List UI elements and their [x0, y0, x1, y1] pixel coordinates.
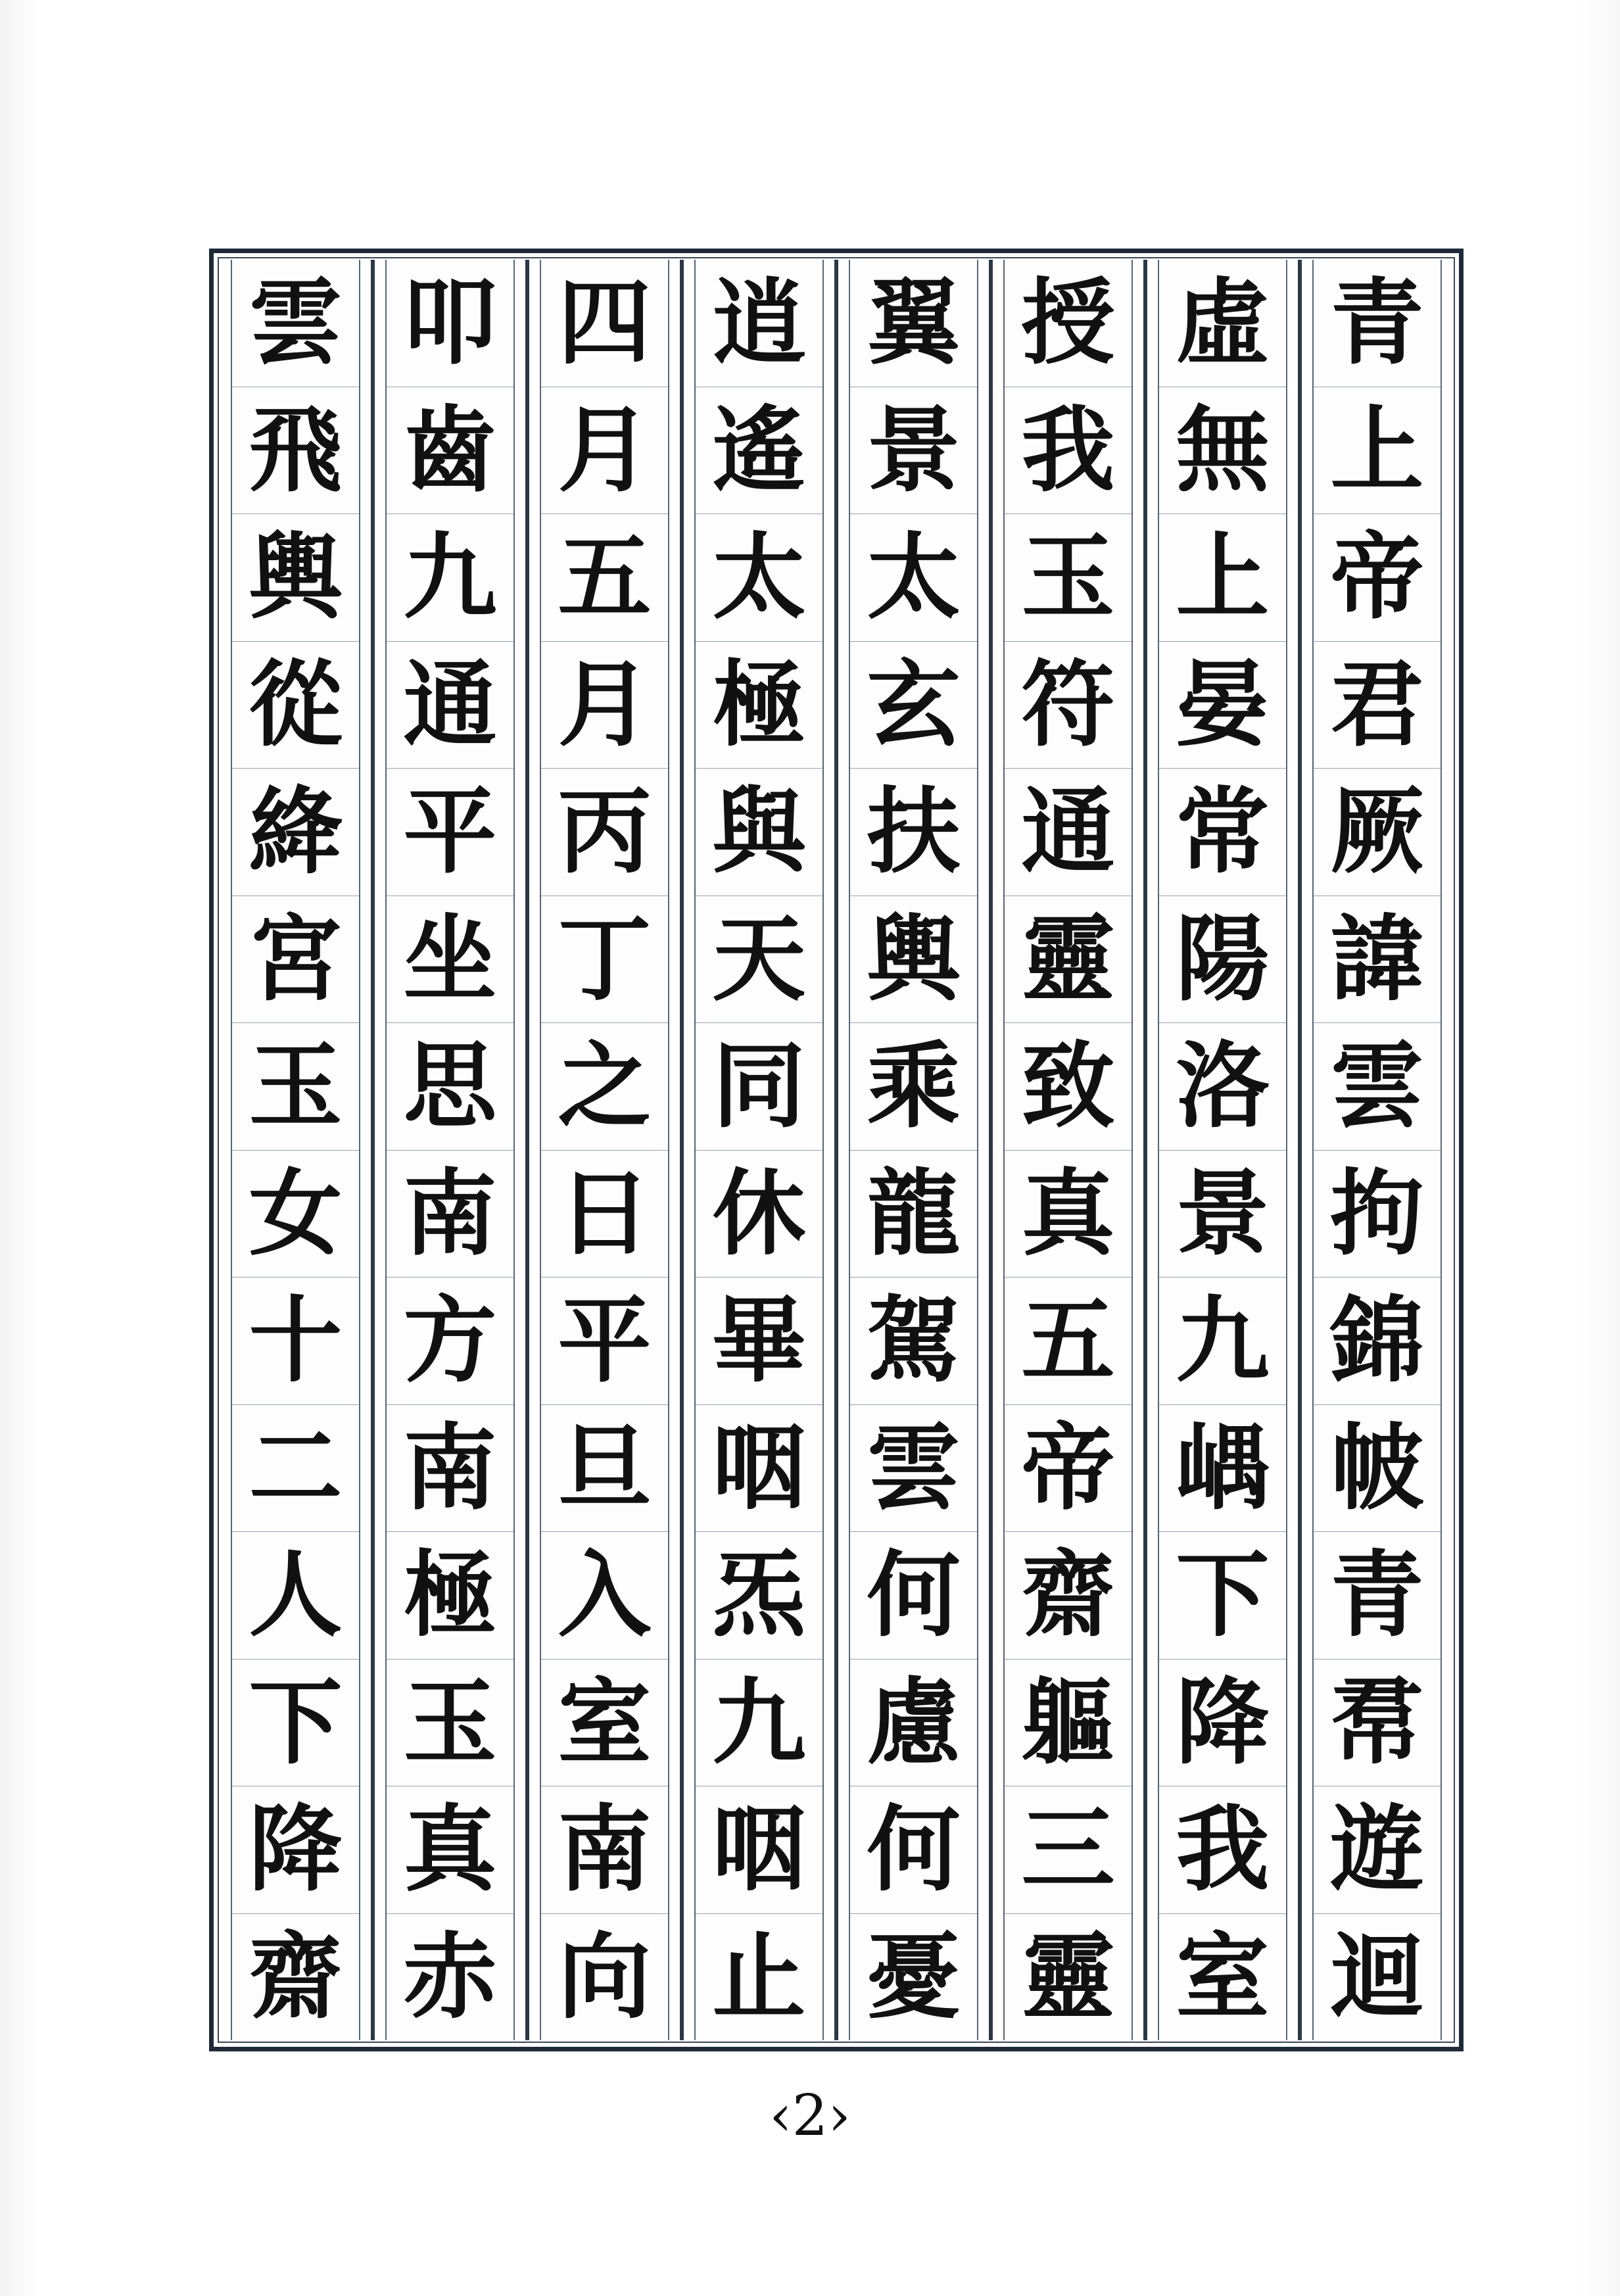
character-cell: 入: [541, 1532, 668, 1660]
character-cell: 常: [1159, 769, 1286, 896]
character-cell: 上: [1159, 514, 1286, 642]
character-cell: 拘: [1314, 1151, 1441, 1278]
character-cell: 南: [541, 1786, 668, 1914]
character-cell: 九: [1159, 1278, 1286, 1405]
character-cell: 嵎: [1159, 1405, 1286, 1533]
character-cell: 帬: [1314, 1660, 1441, 1787]
character-cell: 洛: [1159, 1023, 1286, 1151]
character-cell: 齒: [387, 387, 513, 515]
character-cell: 赤: [403, 1922, 497, 2032]
character-cell: 乘: [850, 1023, 977, 1151]
character-cell: 青: [1314, 1532, 1441, 1660]
character-cell: 月: [541, 387, 668, 515]
character-cell: 降: [232, 1786, 359, 1914]
character-cell: 玉: [387, 1660, 513, 1787]
character-cell: 遙: [696, 387, 822, 515]
character-cell: 方: [387, 1278, 513, 1405]
character-cell: 畢: [696, 1278, 822, 1405]
character-cell: 天: [696, 896, 822, 1024]
character-cell: 與: [696, 769, 822, 896]
character-cell: 符: [1005, 642, 1132, 769]
character-cell: 降: [1159, 1660, 1286, 1787]
character-cell: 迴: [1330, 1922, 1424, 2032]
character-cell: 授: [1005, 260, 1132, 387]
text-columns: [220, 260, 1452, 2040]
character-cell: 靈: [1021, 1922, 1115, 2032]
character-cell: 叩: [387, 260, 513, 387]
character-cell: 咽: [696, 1786, 822, 1914]
character-cell: 十: [232, 1278, 359, 1405]
character-cell: 輿: [850, 896, 977, 1024]
character-cell: 室: [1176, 1922, 1270, 2032]
character-cell: 下: [1159, 1532, 1286, 1660]
character-cell: 景: [1159, 1151, 1286, 1278]
character-cell: 厥: [1314, 769, 1441, 896]
character-cell: 向: [558, 1922, 652, 2032]
text-column-7: [371, 260, 525, 2040]
character-cell: 止: [712, 1922, 806, 2032]
character-cell: 月: [541, 642, 668, 769]
character-cell: 雲: [232, 260, 359, 387]
text-frame: [209, 249, 1464, 2051]
character-cell: 四: [541, 260, 668, 387]
character-cell: 諱: [1314, 896, 1441, 1024]
character-cell: 同: [696, 1023, 822, 1151]
character-cell: 何: [850, 1532, 977, 1660]
character-cell: 從: [232, 642, 359, 769]
character-cell: 軀: [1005, 1660, 1132, 1787]
column-cells: [231, 260, 360, 2040]
character-cell: 無: [1159, 387, 1286, 515]
character-cell: 我: [1005, 387, 1132, 515]
character-cell: 雲: [850, 1405, 977, 1533]
text-column-5: [680, 260, 834, 2040]
character-cell: 極: [387, 1532, 513, 1660]
character-cell: 五: [541, 514, 668, 642]
character-cell: 真: [1005, 1151, 1132, 1278]
character-cell: 慮: [850, 1660, 977, 1787]
text-column-1: [1298, 260, 1452, 2040]
character-cell: 旦: [541, 1405, 668, 1533]
character-cell: 丙: [541, 769, 668, 896]
character-cell: 上: [1314, 387, 1441, 515]
character-cell: 南: [387, 1405, 513, 1533]
character-cell: 飛: [232, 387, 359, 515]
character-cell: 人: [232, 1532, 359, 1660]
character-cell: 帝: [1005, 1405, 1132, 1533]
character-cell: 雲: [1314, 1023, 1441, 1151]
character-cell: 青: [1314, 260, 1441, 387]
text-column-4: [834, 260, 989, 2040]
character-cell: 丁: [541, 896, 668, 1024]
character-cell: 女: [232, 1151, 359, 1278]
column-cells: [849, 260, 978, 2040]
character-cell: 下: [232, 1660, 359, 1787]
character-cell: 我: [1159, 1786, 1286, 1914]
text-column-2: [1143, 260, 1298, 2040]
character-cell: 室: [541, 1660, 668, 1787]
character-cell: 絳: [232, 769, 359, 896]
character-cell: 帝: [1314, 514, 1441, 642]
character-cell: 君: [1314, 642, 1441, 769]
character-cell: 靈: [1005, 896, 1132, 1024]
column-cells: [385, 260, 515, 2040]
character-cell: 南: [387, 1151, 513, 1278]
character-cell: 玉: [232, 1023, 359, 1151]
character-cell: 帔: [1314, 1405, 1441, 1533]
character-cell: 九: [696, 1660, 822, 1787]
character-cell: 九: [387, 514, 513, 642]
column-cells: [694, 260, 824, 2040]
character-cell: 錦: [1314, 1278, 1441, 1405]
text-column-6: [525, 260, 680, 2040]
column-cells: [540, 260, 669, 2040]
character-cell: 致: [1005, 1023, 1132, 1151]
character-cell: 龍: [850, 1151, 977, 1278]
character-cell: 咽: [696, 1405, 822, 1533]
character-cell: 輿: [232, 514, 359, 642]
character-cell: 五: [1005, 1278, 1132, 1405]
column-cells: [1312, 260, 1442, 2040]
character-cell: 宮: [232, 896, 359, 1024]
character-cell: 極: [696, 642, 822, 769]
character-cell: 坐: [387, 896, 513, 1024]
character-cell: 齋: [249, 1922, 343, 2032]
character-cell: 玉: [1005, 514, 1132, 642]
character-cell: 憂: [867, 1922, 961, 2032]
character-cell: 日: [541, 1151, 668, 1278]
character-cell: 平: [541, 1278, 668, 1405]
text-column-3: [989, 260, 1143, 2040]
character-cell: 之: [541, 1023, 668, 1151]
character-cell: 太: [850, 514, 977, 642]
character-cell: 休: [696, 1151, 822, 1278]
character-cell: 何: [850, 1786, 977, 1914]
character-cell: 平: [387, 769, 513, 896]
character-cell: 通: [387, 642, 513, 769]
character-cell: 炁: [696, 1532, 822, 1660]
character-cell: 齋: [1005, 1532, 1132, 1660]
character-cell: 扶: [850, 769, 977, 896]
character-cell: 晏: [1159, 642, 1286, 769]
character-cell: 逍: [696, 260, 822, 387]
column-cells: [1003, 260, 1133, 2040]
character-cell: 太: [696, 514, 822, 642]
character-cell: 遊: [1314, 1786, 1441, 1914]
character-cell: 真: [387, 1786, 513, 1914]
character-cell: 二: [232, 1405, 359, 1533]
column-cells: [1158, 260, 1287, 2040]
text-column-8: [220, 260, 371, 2040]
character-cell: 景: [850, 387, 977, 515]
character-cell: 通: [1005, 769, 1132, 896]
character-cell: 虛: [1159, 260, 1286, 387]
character-cell: 三: [1005, 1786, 1132, 1914]
page-number: ‹2›: [769, 2083, 851, 2149]
character-cell: 思: [387, 1023, 513, 1151]
character-cell: 翼: [850, 260, 977, 387]
character-cell: 駕: [850, 1278, 977, 1405]
character-cell: 陽: [1159, 896, 1286, 1024]
character-cell: 玄: [850, 642, 977, 769]
